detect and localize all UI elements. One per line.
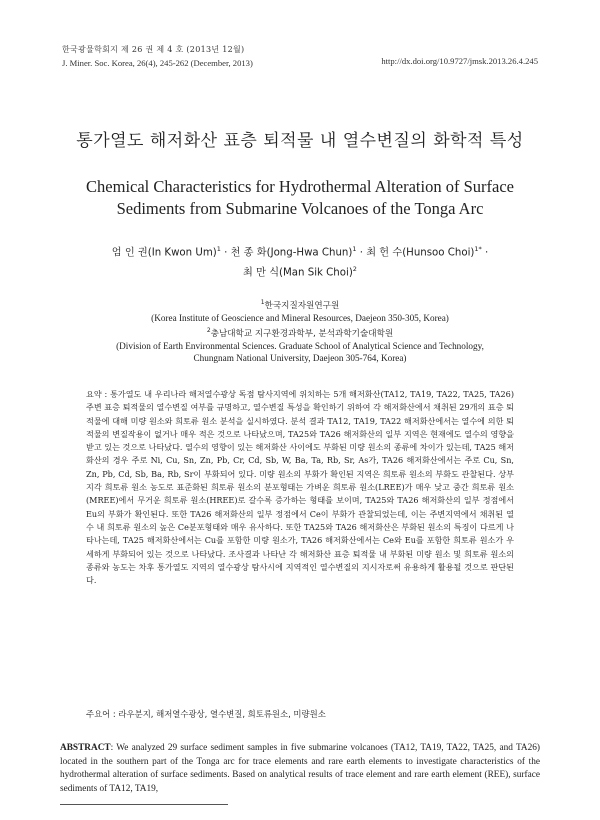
author-2-affiliation-mark: 1: [352, 245, 357, 253]
footnote-divider: [60, 804, 228, 805]
journal-citation: J. Miner. Soc. Korea, 26(4), 245-262 (December, 2013): [62, 57, 253, 68]
affiliation-1-mark: 1: [260, 299, 265, 306]
doi-link[interactable]: http://dx.doi.org/10.9727/jmsk.2013.26.4.245: [381, 56, 538, 66]
abstract-korean-text: 통가열도 내 우리나라 해저열수광상 독점 탐사지역에 위치하는 5개 해저화산(TA12, TA19, TA22, TA25, TA26) 주변 표층 퇴적물의 열수변질 여부를 규명하고, 열수변질 특성을 확인하기 위하여 각 해저화산에서 채취된 29개의 표층 퇴적물에 대해 미량 원소와 희토류 원소 분석을 실시하였다. 분석 결과 TA12, TA19, TA22 해저화산에서는 열수에 의한 퇴적물의 변질작용이 없거나 매우 적은 것으로 나타났으며, TA25와 TA26 해저화산의 일부 지역은 현재에도 열수의 영향을 받고 있는 것으로 나타났다. 열수의 영향이 있는 해저화산 사이에도 부화된 미량 원소의 종류에 차이가 있는데, TA25 해저화산의 경우 주로 Ni, Cu, Sn, Zn, Pb, Cr, Cd, Sb, W, Ba, Ta, Rb, Sr, As가, TA26 해저화산에서는 주로 Cu, Sn, Zn, Pb, Cd, Sb, Ba, Rb, Sr이 부화되어 있다. 미량 원소의 부화가 확인된 지역은 희토류 원소의 부화도 관찰된다. 상부지각 희토류 원소 농도로 표준화된 희토류 원소의 분포형태는 가벼운 희토류 원소(LREE)가 매우 낮고 중간 희토류 원소(MREE)에서 무거운 희토류 원소(HREE)로 갈수록 증가하는 형태를 보이며, TA25와 TA26 해저화산의 일부 정점에서 Eu의 부화가 확인된다. 또한 TA26 해저화산의 일부 정점에서 Ce이 부화가 관찰되었는데, 이는 주변지역에서 채취된 열수 내 희토류 원소의 높은 Ce분포형태와 매우 유사하다. 또한 TA25와 TA26 해저화산은 부화된 원소의 특징이 다르게 나타나는데, TA25 해저화산에서는 Cu를 포함한 미량 원소가, TA26 해저화산에서는 Ce와 Eu를 포함한 희토류 원소가 우세하게 부화되어 있는 것으로 나타났다. 조사결과 나타난 각 해저화산 표층 퇴적물 내 부화된 미량 원소 및 희토류 원소의 종류와 농도는 차후 통가열도 지역의 열수광상 탐사시에 지역적인 열수변질의 지시자로써 유용하게 활용될 것으로 판단된다.: [86, 389, 514, 586]
affiliation-2-english-line-1: (Division of Earth Environmental Sciences. Graduate School of Analytical Science and Technology,: [116, 340, 484, 351]
title-english-line-1: Chemical Characteristics for Hydrothermal Alteration of Surface: [86, 177, 514, 196]
affiliation-2-mark: 2: [206, 326, 211, 334]
author-1-affiliation-mark: 1: [216, 245, 221, 253]
abstract-english: [60, 742, 540, 797]
affiliation-1-korean-text: 한국지질자원연구원: [264, 300, 340, 311]
title-english: [60, 176, 540, 220]
keywords-korean: [86, 708, 514, 720]
author-line-2: [60, 261, 540, 281]
journal-header: [62, 44, 253, 69]
author-4-affiliation-mark: 2: [352, 265, 357, 274]
author-list: [60, 241, 540, 282]
author-separator: ·: [481, 247, 489, 259]
affiliation-1-korean: [60, 297, 540, 312]
author-line-1: [60, 241, 540, 261]
author-3: 최 헌 수(Hunsoo Choi): [366, 247, 475, 259]
abstract-english-text: : We analyzed 29 surface sediment samples in five submarine volcanoes (TA12, TA19, TA22, TA25, and TA26) located in the southern part of the Tonga arc for trace elements and rare earth elements to investigate characteristics of the hydrothermal alteration of surface sediments. Based on analytical results of trace element and rare earth element (REE), surface sediments of TA12, TA19,: [60, 743, 540, 795]
author-separator: ·: [356, 247, 367, 259]
affiliations: [60, 297, 540, 365]
author-1: 엄 인 권(In Kwon Um): [111, 247, 217, 259]
keywords-label: 주요어 :: [86, 709, 119, 719]
affiliation-1-english: (Korea Institute of Geoscience and Mineral Resources, Daejeon 350-305, Korea): [151, 313, 449, 324]
author-3-affiliation-mark: 1*: [474, 245, 482, 253]
keywords-text: 라우분지, 해저열수광상, 열수변질, 희토류원소, 미량원소: [118, 709, 326, 719]
affiliation-2-korean-text: 충남대학교 지구환경과학부, 분석과학기술대학원: [210, 328, 394, 339]
author-4: 최 만 식(Man Sik Choi): [243, 267, 353, 279]
abstract-korean: [86, 388, 514, 587]
author-separator: ·: [220, 247, 231, 259]
title-english-line-2: Sediments from Submarine Volcanoes of the Tonga Arc: [116, 199, 484, 218]
affiliation-2-english-line-2: Chungnam National University, Daejeon 305-764, Korea): [193, 353, 407, 364]
abstract-korean-label: 요약 :: [86, 389, 111, 399]
journal-name-korean: 한국광물학회지 제 26 권 제 4 호 (2013년 12월): [62, 45, 245, 54]
title-korean: 통가열도 해저화산 표층 퇴적물 내 열수변질의 화학적 특성: [76, 131, 524, 151]
abstract-english-label: ABSTRACT: [60, 743, 111, 753]
author-2: 천 종 화(Jong-Hwa Chun): [230, 247, 353, 259]
affiliation-2-korean: [60, 325, 540, 340]
